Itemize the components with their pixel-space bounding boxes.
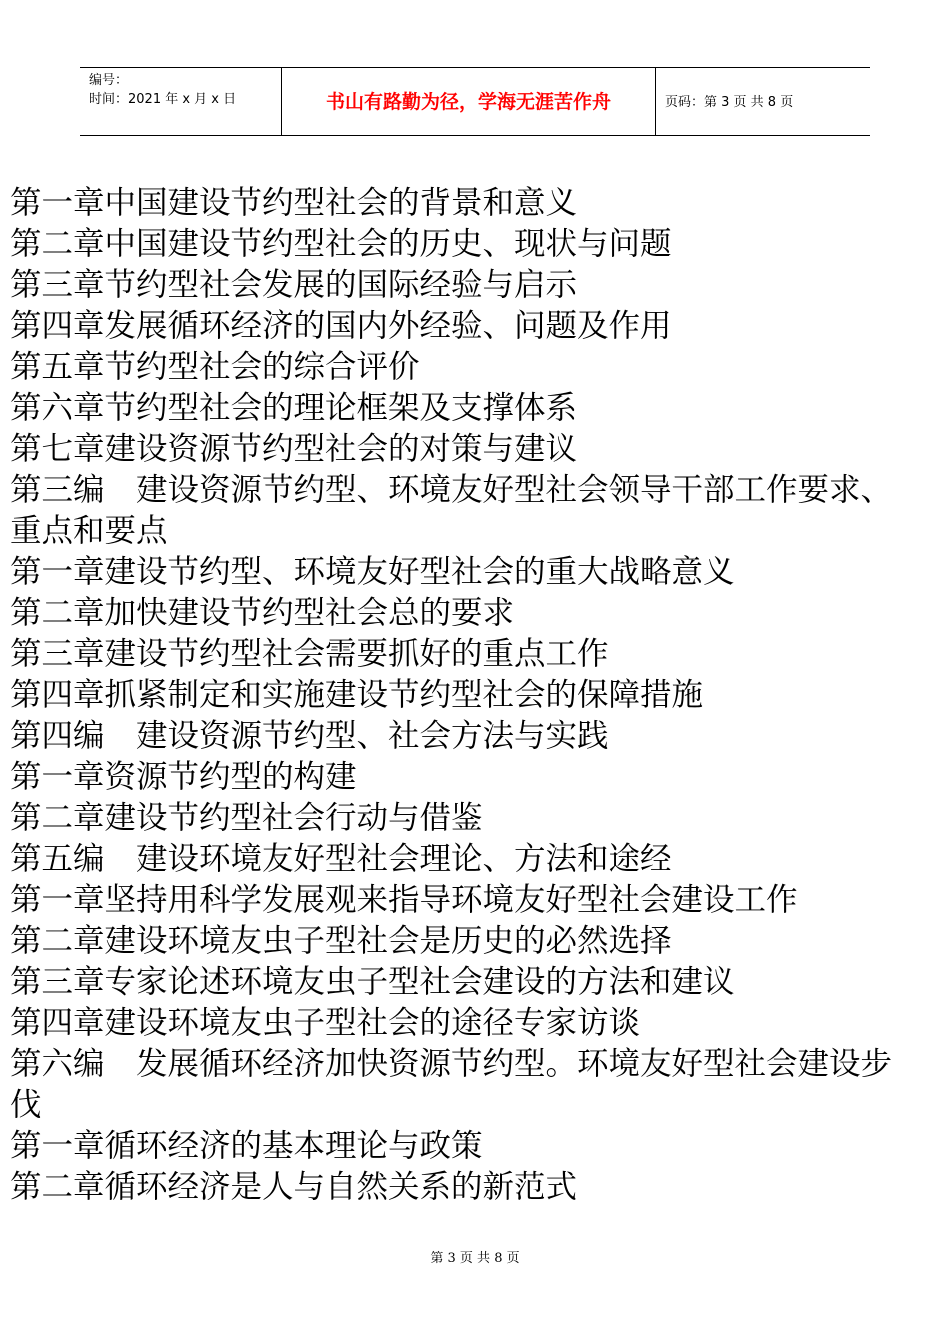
- toc-entry: 第四章发展循环经济的国内外经验、问题及作用: [10, 308, 672, 344]
- toc-entry: 第一章中国建设节约型社会的背景和意义: [10, 185, 578, 221]
- document-number-label: 编号：: [89, 73, 129, 88]
- toc-entry: 第四章建设环境友虫子型社会的途径专家访谈: [10, 1005, 641, 1041]
- toc-entry: 第六章节约型社会的理论框架及支撑体系: [10, 390, 578, 426]
- footer-page-number: 第 3 页 共 8 页: [430, 1251, 520, 1266]
- toc-entry: 第二章中国建设节约型社会的历史、现状与问题: [10, 226, 672, 262]
- toc-entry: 第四章抓紧制定和实施建设节约型社会的保障措施: [10, 677, 704, 713]
- toc-entry: 第一章坚持用科学发展观来指导环境友好型社会建设工作: [10, 882, 798, 918]
- motto-text: 书山有路勤为径，学海无涯苦作舟: [325, 91, 611, 113]
- toc-entry: 第三章建设节约型社会需要抓好的重点工作: [10, 636, 609, 672]
- header-motto-cell: [282, 68, 656, 135]
- toc-part-heading: 第四编 建设资源节约型、社会方法与实践: [10, 718, 609, 754]
- toc-part-heading: 第六编 发展循环经济加快资源节约型。环境友好型社会建设步伐: [10, 1046, 893, 1123]
- toc-entry: 第二章循环经济是人与自然关系的新范式: [10, 1169, 578, 1205]
- header-page-info: 页码：第 3 页 共 8 页: [665, 94, 794, 110]
- toc-entry: 第五章节约型社会的综合评价: [10, 349, 420, 385]
- toc-entry: 第一章建设节约型、环境友好型社会的重大战略意义: [10, 554, 735, 590]
- toc-entry: 第二章加快建设节约型社会总的要求: [10, 595, 515, 631]
- toc-entry: 第二章建设环境友虫子型社会是历史的必然选择: [10, 923, 672, 959]
- document-date: 时间：2021 年 x 月 x 日: [89, 92, 237, 107]
- header-meta-cell: [80, 68, 282, 135]
- toc-entry: 第二章建设节约型社会行动与借鉴: [10, 800, 483, 836]
- toc-entry: 第一章循环经济的基本理论与政策: [10, 1128, 483, 1164]
- page-footer: [0, 1247, 950, 1266]
- table-of-contents: [10, 183, 915, 1208]
- toc-part-heading: 第五编 建设环境友好型社会理论、方法和途经: [10, 841, 672, 877]
- header-table: [80, 67, 870, 136]
- toc-part-heading: 第三编 建设资源节约型、环境友好型社会领导干部工作要求、重点和要点: [10, 472, 893, 549]
- toc-entry: 第三章专家论述环境友虫子型社会建设的方法和建议: [10, 964, 735, 1000]
- toc-entry: 第三章节约型社会发展的国际经验与启示: [10, 267, 578, 303]
- toc-entry: 第一章资源节约型的构建: [10, 759, 357, 795]
- toc-entry: 第七章建设资源节约型社会的对策与建议: [10, 431, 578, 467]
- header-page-cell: [656, 68, 870, 135]
